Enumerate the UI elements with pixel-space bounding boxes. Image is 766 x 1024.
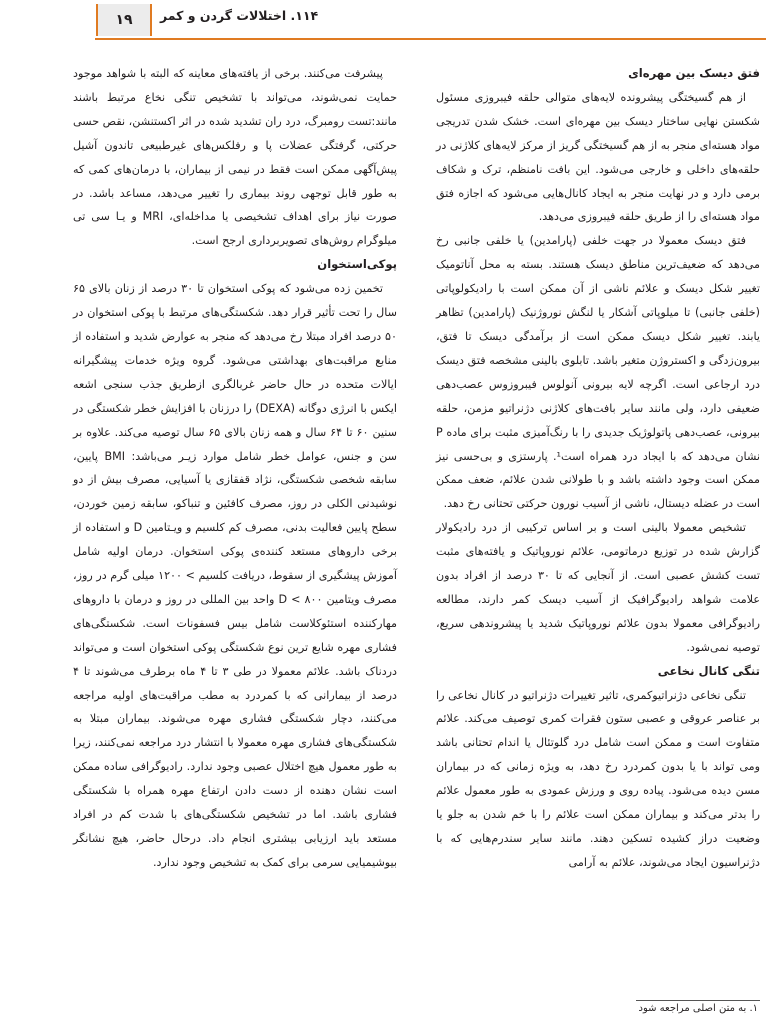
paragraph: فتق دیسک معمولا در جهت خلفی (پارامدین) یا خلفی جانبی رخ می‌دهد که ضعیف‌ترین مناطق دیسک هستند. بسته به محل آناتومیک تغییر شکل دیسک و علائم ناشی از آن ممکن است با رادیکولوپاتی (خلفی جانبی) تا میلوپاتی آشکار یا لنگش نوروژنیک (پارامدین) تظاهر یابند. تغییر شکل دیسک ممکن است از برآمدگی دیسک تا فتق، بیرون‌زدگی و اکستروژن متغیر باشد. تابلوی بالینی مشخصه فتق دیسک درد ارجاعی است. اگرچه لایه بیرونی آنولوس فیبروزوس عصب‌دهی ضعیفی دارد، ولی مانند سایر بافت‌های کلاژنی دژنراتیو مزمن، حلقه بیرونی، عصب‌دهی پاتولوژیک جدیدی را با رنگ‌آمیزی مثبت برای ماده P نشان می‌دهد که با ایجاد درد همراه است¹. پارستزی و بی‌حسی نیز ممکن است وجود داشته باشد و با طولانی شدن علائم، ضعف ممکن است در عضله دیستال، ناشی از آسیب نورون حرکتی تحتانی رخ دهد. (436, 234, 760, 511)
section-heading-disc-herniation: فتق دیسک بین مهره‌ای (628, 66, 760, 80)
paragraph: تشخیص معمولا بالینی است و بر اساس ترکیبی از درد رادیکولار گزارش شده در توزیع درماتومی، علائم نوروپاتیک و یافته‌های مثبت تست کشش عصبی است. از آنجایی که تا ۳۰ درصد از افراد بدون علامت شواهد رادیوگرافیک از آسیب دیسک کمر دارند، مطالعه رادیوگرافی معمولا بدون علائم نوروپاتیک شدید یا پیشروندهی سریع، توصیه نمی‌شود. (436, 521, 760, 654)
left-column (73, 62, 397, 875)
footnote: ۱. به متن اصلی مراجعه شود (638, 1003, 758, 1014)
paragraph: از هم گسیختگی پیشرونده لایه‌های متوالی حلقه فیبروزی مسئول شکستن نهایی ساختار دیسک بین مهره‌ای است. خشک شدن تدریجی مواد هسته‌ای منجر به از هم گسیختگی گریز از مرکز لایه‌های کلاژنی در حلقه‌های داخلی و خارجی می‌شود. این بافت نامنظم، ترک و شکاف برمی دارد و در نهایت منجر به ایجاد کانال‌هایی می‌شود که اجازه فتق مواد هسته‌ای را از طریق حلقه فیبروزی می‌دهد. (436, 90, 760, 224)
running-title: ۱۱۴. اختلالات گردن و کمر (160, 8, 319, 23)
header-rule (95, 38, 766, 40)
footnote-rule (636, 1000, 760, 1001)
section-heading-spinal-stenosis: تنگی کانال نخاعی (657, 663, 760, 678)
right-column (436, 62, 760, 875)
paragraph: تخمین زده می‌شود که پوکی استخوان تا ۳۰ درصد از زنان بالای ۶۵ سال را تحت تأثیر قرار دهد. شکستگی‌های مرتبط با پوکی استخوان در ۵۰ درصد افراد مبتلا رخ می‌دهد که منجر به عوارض شدید و استفاده از منابع مراقبت‌های بهداشتی می‌شود. گروه ویژه خدمات پیشگیرانه ایالات متحده در حال حاضر غربالگری ازطریق جذب سنجی اشعه ایکس با انرژی دوگانه (DEXA) را درزنان با افزایش خطر شکستگی در سنین ۶۰ تا ۶۴ سال و همه زنان بالای ۶۵ سال توصیه می‌کند. علاوه بر سن و جنس، عوامل خطر شامل موارد زیـر می‌باشد: BMI پایین، سابقه شخصی شکستگی، نژاد قفقازی یا آسیایی، مصرف بیش از دو نوشیدنی الکلی در روز، مصرف کافئین و تنباکو، سابقه زمین خوردن، سطح پایین فعالیت بدنی، مصرف کم کلسیم و ویـتامین D و استفاده از برخی داروهای مستعد کننده‌ی پوکی استخوان. درمان اولیه شامل آموزش پیشگیری از سقوط، دریافت کلسیم > ۱۲۰۰ میلی گرم در روز، مصرف ویتامین D < ۸۰۰ واحد بین المللی در روز و درمان با داروهای مهارکننده استئوکلاست شامل بیس فسفونات است. شکستگی‌های فشاری مهره شایع ترین نوع شکستگی پوکی استخوان است و می‌تواند دردناک باشد. علائم معمولا در طی ۳ تا ۴ ماه برطرف می‌شوند تا ۴ درصد از بیمارانی که با کمردرد به مطب مراقبت‌های اولیه مراجعه می‌کنند، دچار شکستگی فشاری مهره می‌شوند. بیماران مبتلا به شکستگی‌های فشاری مهره معمولا با انتشار درد مراجعه نمی‌کنند، زیرا به طور معمول هیچ اختلال عصبی وجود ندارد. رادیوگرافی ساده ممکن است نشان دهنده از دست دادن ارتفاع مهره همراه با شکستگی فشاری باشد. اما در تشخیص شکستگی‌های با شدت کم در افراد مستعد باید ارزیابی بیشتری انجام داد. درحال حاضر، هیچ نشانگر بیوشیمیایی سرمی برای کمک به تشخیص وجود ندارد. (73, 282, 398, 869)
section-heading-osteoporosis: پوکی‌استخوان (317, 257, 397, 272)
paragraph: پیشرفت می‌کنند. برخی از یافته‌های معاینه که البته با شواهد موجود حمایت نمی‌شوند، می‌تواند با تشخیص تنگی نخاع مرتبط باشند مانند:تست رومبرگ، درد ران تشدید شده در اثر اکستنشن، نقص حسی حرکتی، گرفتگی عضلات پا و رفلکس‌های غیرطبیعی تاندون آشیل پیش‌آگهی ممکن است فقط در نیمی از بیماران، با درمان‌های کمی که به طور قابل توجهی روند بیماری را تغییر می‌دهد، مساعد باشد. در صورت نیاز برای اهداف تشخیصی یا مداخله‌ای، MRI و یـا سی تی میلوگرام روش‌های تصویربرداری ارجح است. (73, 67, 397, 248)
paragraph: تنگی نخاعی دژنراتیوکمری، تاثیر تغییرات دژنراتیو در کانال نخاعی را بر عناصر عروقی و عصبی ستون فقرات کمری توصیف می‌کند. علائم متفاوت است و ممکن است شامل درد گلوتئال یا اندام تحتانی باشد ومی تواند با یا بدون کمردرد رخ دهد، به ویژه زمانی که در بیماران مسن دیده می‌شود. پیاده روی و ورزش عمودی به طور معمول علائم را بدتر می‌کند و بیماران ممکن است علائم را با خم شدن به جلو یا وضعیت دراز کشیده تسکین دهند. مانند سایر سندرم‌هایی که با دژنراسیون ایجاد می‌شوند، علائم به آرامی (436, 688, 760, 869)
page-header (0, 0, 766, 42)
page-number: ۱۹ (96, 4, 152, 36)
